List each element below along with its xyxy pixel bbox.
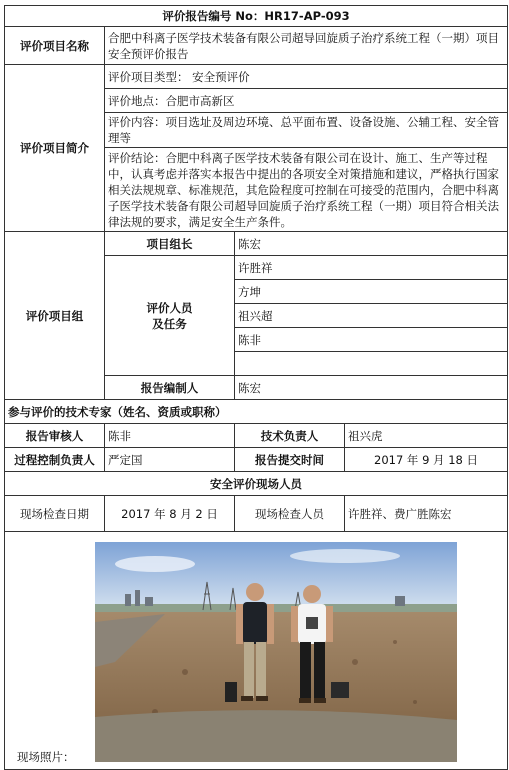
project-location: 评价地点：合肥市高新区 xyxy=(105,89,508,113)
member-name: 祖兴超 xyxy=(235,304,508,328)
compiler-name: 陈宏 xyxy=(235,376,508,400)
photo-cell xyxy=(5,532,508,770)
project-type: 评价项目类型： 安全预评价 xyxy=(105,65,508,89)
site-header: 安全评价现场人员 xyxy=(5,472,508,496)
leader-label: 项目组长 xyxy=(105,232,235,256)
team-label: 评价项目组 xyxy=(5,232,105,400)
reviewer-name: 陈非 xyxy=(105,424,235,448)
project-content: 评价内容：项目选址及周边环境、总平面布置、设备设施、公辅工程、安全管理等 xyxy=(105,113,508,148)
process-lead-name: 严定国 xyxy=(105,448,235,472)
photo-label: 现场照片： xyxy=(17,750,75,764)
member-name: 方坤 xyxy=(235,280,508,304)
experts-header: 参与评价的技术专家（姓名、资质或职称） xyxy=(5,400,508,424)
leader-name: 陈宏 xyxy=(235,232,508,256)
submit-time-label: 报告提交时间 xyxy=(235,448,345,472)
site-date-label: 现场检查日期 xyxy=(5,496,105,532)
site-photo xyxy=(95,542,457,762)
member-name: 陈非 xyxy=(235,328,508,352)
project-name: 合肥中科离子医学技术装备有限公司超导回旋质子治疗系统工程（一期）项目安全预评价报告 xyxy=(105,27,508,65)
submit-time: 2017 年 9 月 18 日 xyxy=(345,448,508,472)
report-table xyxy=(4,5,508,770)
project-conclusion: 评价结论：合肥中科离子医学技术装备有限公司在设计、施工、生产等过程中，认真考虑并落实本报告中提出的各项安全对策措施和建议，严格执行国家相关法规规章、标准规范，其危险程度可控制在可接受的范围内，合肥中科离子医学技术装备有限公司超导回旋质子治疗系统工程（一期）项目符合相关法律法规的要求，满足安全生产条件。 xyxy=(105,148,508,232)
member-empty xyxy=(235,352,508,376)
project-name-label: 评价项目名称 xyxy=(5,27,105,65)
member-name: 许胜祥 xyxy=(235,256,508,280)
site-inspectors: 许胜祥、费广胜陈宏 xyxy=(345,496,508,532)
tech-lead-name: 祖兴虎 xyxy=(345,424,508,448)
reviewer-label: 报告审核人 xyxy=(5,424,105,448)
site-date: 2017 年 8 月 2 日 xyxy=(105,496,235,532)
tech-lead-label: 技术负责人 xyxy=(235,424,345,448)
compiler-label: 报告编制人 xyxy=(105,376,235,400)
summary-label: 评价项目简介 xyxy=(5,65,105,232)
process-lead-label: 过程控制负责人 xyxy=(5,448,105,472)
members-label: 评价人员 及任务 xyxy=(105,256,235,376)
site-inspectors-label: 现场检查人员 xyxy=(235,496,345,532)
report-number: 评价报告编号 No：HR17-AP-093 xyxy=(5,6,508,27)
